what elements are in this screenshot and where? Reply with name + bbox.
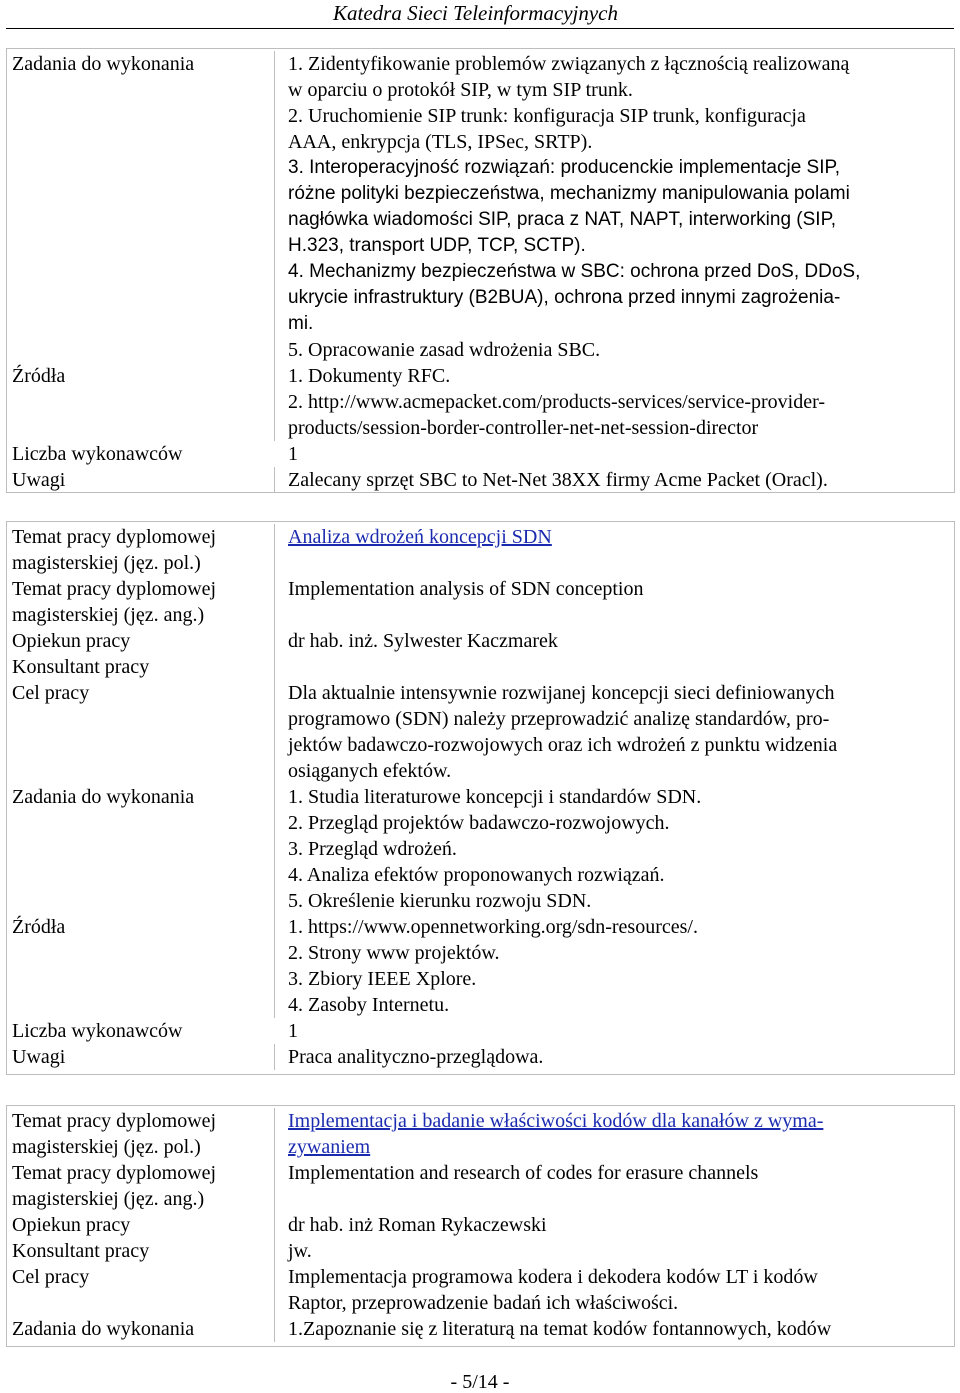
thesis-title-link[interactable]: Implementacja i badanie właściwości kodów dla kanałów z wyma-	[288, 1110, 824, 1132]
row-cel	[6, 1264, 955, 1316]
text-line: 3. Przegląd wdrożeń.	[288, 838, 457, 860]
text-line: 1.Zapoznanie się z literaturą na temat kodów fontannowych, kodów	[288, 1318, 832, 1340]
row-temat-ang	[6, 1160, 955, 1212]
thesis-title-link[interactable]: Analiza wdrożeń koncepcji SDN	[288, 526, 552, 548]
label-temat-pol	[6, 1108, 274, 1160]
value-cel	[274, 680, 955, 784]
label-opiekun: Opiekun pracy	[12, 1214, 131, 1236]
text-line: 4. Analiza efektów proponowanych rozwiązań.	[288, 864, 665, 886]
label-konsultant: Konsultant pracy	[12, 1240, 150, 1262]
value-uwagi: Praca analityczno-przeglądowa.	[274, 1044, 955, 1070]
row-cel	[6, 680, 955, 784]
text-line: 2. Uruchomienie SIP trunk: konfiguracja SIP trunk, konfiguracja	[288, 105, 806, 127]
label-temat-ang	[6, 1160, 274, 1212]
value-temat-pol	[274, 1108, 955, 1160]
value-cel	[274, 1264, 955, 1316]
value-zrodla	[274, 363, 955, 441]
header-rule	[6, 28, 954, 29]
value-zrodla	[274, 914, 955, 1018]
row-liczba	[6, 1018, 955, 1044]
label-line: magisterskiej (jęz. pol.)	[12, 552, 201, 574]
text-line: 4. Zasoby Internetu.	[288, 994, 450, 1016]
row-opiekun	[6, 1212, 955, 1238]
text-line: 2. http://www.acmepacket.com/products-services/service-provider-	[288, 391, 825, 413]
row-zadania	[6, 784, 955, 914]
text-line: 1. Zidentyfikowanie problemów związanych z łącznością realizowaną	[288, 53, 850, 75]
row-uwagi	[6, 1044, 955, 1070]
text-line: products/session-border-controller-net-net-session-director	[288, 417, 759, 439]
value-opiekun: dr hab. inż. Sylwester Kaczmarek	[274, 628, 955, 654]
page-title: Katedra Sieci Teleinformacyjnych	[333, 1, 618, 25]
thesis-table-3	[6, 1108, 955, 1342]
text-line: 4. Mechanizmy bezpieczeństwa w SBC: ochrona przed DoS, DDoS,	[288, 261, 861, 282]
row-temat-ang	[6, 576, 955, 628]
row-liczba	[6, 441, 955, 467]
label-line: magisterskiej (jęz. pol.)	[12, 1136, 201, 1158]
page-header	[0, 0, 960, 36]
label-line: Temat pracy dyplomowej	[12, 1110, 217, 1132]
text-line: 3. Zbiory IEEE Xplore.	[288, 968, 477, 990]
text-line: w oparciu o protokół SIP, w tym SIP trunk.	[288, 79, 633, 101]
label-liczba: Liczba wykonawców	[12, 1020, 183, 1042]
row-konsultant	[6, 1238, 955, 1264]
text-line: nagłówka wiadomości SIP, praca z NAT, NAPT, interworking (SIP,	[288, 209, 837, 230]
text-line: różne polityki bezpieczeństwa, mechanizmy manipulowania polami	[288, 183, 850, 204]
text-line: ukrycie infrastruktury (B2BUA), ochrona przed innymi zagrożenia-	[288, 287, 841, 308]
value-liczba: 1	[288, 443, 298, 465]
row-zadania	[6, 1316, 955, 1342]
text-line: 2. Przegląd projektów badawczo-rozwojowych.	[288, 812, 670, 834]
value-temat-pol	[274, 524, 955, 576]
text-line: 3. Interoperacyjność rozwiązań: producenckie implementacje SIP,	[288, 157, 840, 178]
text-line: 2. Strony www projektów.	[288, 942, 500, 964]
row-temat-pol	[6, 524, 955, 576]
label-line: Temat pracy dyplomowej	[12, 1162, 217, 1184]
row-temat-pol	[6, 1108, 955, 1160]
text-line: Implementacja programowa kodera i dekodera kodów LT i kodów	[288, 1266, 818, 1288]
row-konsultant	[6, 654, 955, 680]
label-uwagi: Uwagi	[12, 1046, 66, 1068]
row-zrodla	[6, 363, 955, 441]
thesis-table-2	[6, 524, 955, 1070]
label-opiekun: Opiekun pracy	[12, 630, 131, 652]
label-line: Temat pracy dyplomowej	[12, 578, 217, 600]
text-line: 5. Określenie kierunku rozwoju SDN.	[288, 890, 592, 912]
text-line: jektów badawczo-rozwojowych oraz ich wdrożeń z punktu widzenia	[288, 734, 838, 756]
row-uwagi	[6, 467, 955, 493]
thesis-table-1	[6, 51, 955, 493]
label-zadania: Zadania do wykonania	[12, 786, 195, 808]
thesis-title-link[interactable]: zywaniem	[288, 1136, 371, 1158]
label-zrodla: Źródła	[12, 365, 66, 387]
label-line: magisterskiej (jęz. ang.)	[12, 604, 205, 626]
text-line: Dla aktualnie intensywnie rozwijanej koncepcji sieci definiowanych	[288, 682, 835, 704]
label-zrodla: Źródła	[12, 916, 66, 938]
label-temat-pol	[6, 524, 274, 576]
label-cel: Cel pracy	[12, 682, 90, 704]
label-uwagi: Uwagi	[12, 469, 66, 491]
row-zadania	[6, 51, 955, 363]
value-temat-ang: Implementation analysis of SDN conception	[274, 576, 955, 628]
value-zadania	[274, 51, 955, 363]
text-line: osiąganych efektów.	[288, 760, 452, 782]
value-liczba: 1	[288, 1020, 298, 1042]
value-opiekun: dr hab. inż Roman Rykaczewski	[274, 1212, 955, 1238]
text-line: 1. https://www.opennetworking.org/sdn-resources/.	[288, 916, 698, 938]
label-line: magisterskiej (jęz. ang.)	[12, 1188, 205, 1210]
text-line: Raptor, przeprowadzenie badań ich właściwości.	[288, 1292, 679, 1314]
value-temat-ang: Implementation and research of codes for erasure channels	[274, 1160, 955, 1212]
text-line: 5. Opracowanie zasad wdrożenia SBC.	[288, 339, 601, 361]
text-line: 1. Dokumenty RFC.	[288, 365, 451, 387]
text-line: mi.	[288, 313, 314, 334]
row-zrodla	[6, 914, 955, 1018]
label-temat-ang	[6, 576, 274, 628]
value-konsultant: jw.	[274, 1238, 955, 1264]
text-line: AAA, enkrypcja (TLS, IPSec, SRTP).	[288, 131, 593, 153]
value-zadania	[274, 1316, 955, 1342]
row-opiekun	[6, 628, 955, 654]
label-konsultant: Konsultant pracy	[12, 656, 150, 678]
label-liczba: Liczba wykonawców	[12, 443, 183, 465]
label-zadania: Zadania do wykonania	[12, 53, 195, 75]
label-zadania: Zadania do wykonania	[12, 1318, 195, 1340]
text-line: programowo (SDN) należy przeprowadzić analizę standardów, pro-	[288, 708, 830, 730]
label-line: Temat pracy dyplomowej	[12, 526, 217, 548]
page-number: - 5/14 -	[450, 1371, 510, 1393]
value-uwagi: Zalecany sprzęt SBC to Net-Net 38XX firmy Acme Packet (Oracl).	[274, 467, 955, 493]
value-konsultant	[274, 654, 955, 680]
value-zadania	[274, 784, 955, 914]
text-line: 1. Studia literaturowe koncepcji i standardów SDN.	[288, 786, 702, 808]
text-line: H.323, transport UDP, TCP, SCTP).	[288, 235, 586, 256]
label-cel: Cel pracy	[12, 1266, 90, 1288]
